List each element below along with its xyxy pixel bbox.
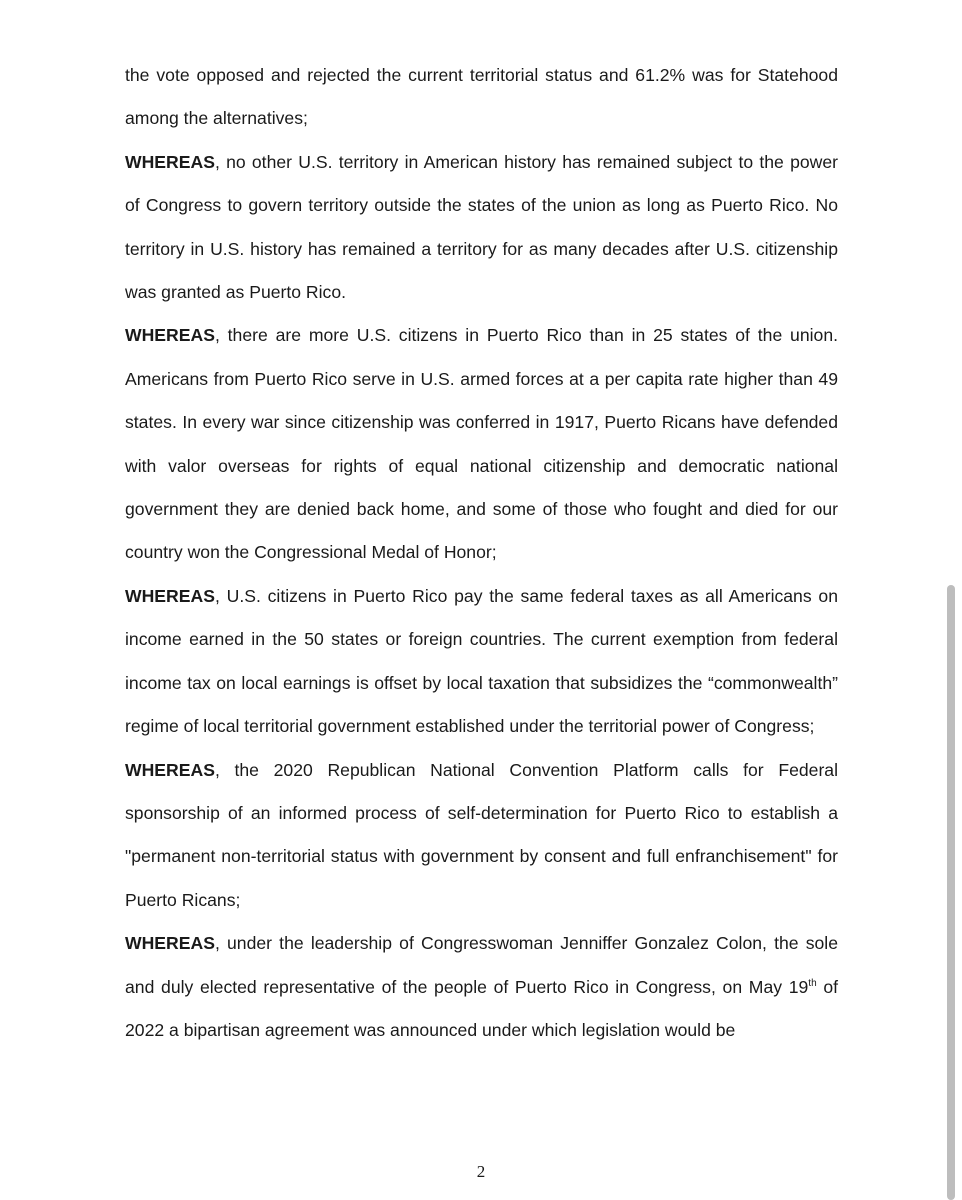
scrollbar-thumb[interactable] [947,585,955,1200]
whereas-clause [125,314,838,574]
paragraph-text: the vote opposed and rejected the current territorial status and 61.2% was for Statehood among the alternatives; [125,65,838,129]
clause-text-continued: of 2022 a bipartisan agreement was announced under which legislation would be [125,976,838,1040]
whereas-keyword: WHEREAS [125,151,215,172]
document-body [125,54,838,1052]
clause-text: , there are more U.S. citizens in Puerto Rico than in 25 states of the union. Americans from Puerto Rico serve in U.S. armed forces at a per capita rate higher than 49 states. In every war since citizenship was conferred in 1917, Puerto Ricans have defended with valor overseas for rights of equal national citizenship and democratic national government they are denied back home, and some of those who fought and died for our country won the Congressional Medal of Honor; [125,325,838,563]
paragraph-continuation [125,54,838,141]
whereas-keyword: WHEREAS [125,585,215,606]
clause-text: , the 2020 Republican National Convention Platform calls for Federal sponsorship of an informed process of self-determination for Puerto Rico to establish a "permanent non-territorial status with government by consent and full enfranchisement" for Puerto Ricans; [125,759,838,910]
whereas-clause [125,141,838,315]
page-number: 2 [476,1162,486,1181]
vertical-scrollbar[interactable] [945,585,957,1200]
whereas-clause [125,922,838,1052]
whereas-keyword: WHEREAS [125,759,215,780]
clause-text: , under the leadership of Congresswoman Jenniffer Gonzalez Colon, the sole and duly elected representative of the people of Puerto Rico in Congress, on May [125,933,838,997]
clause-text: , no other U.S. territory in American history has remained subject to the power of Congress to govern territory outside the states of the union as long as Puerto Rico. No territory in U.S. history has remained a territory for as many decades after U.S. citizenship was granted as Puerto Rico. [125,151,838,303]
whereas-clause [125,575,838,749]
whereas-keyword: WHEREAS [125,933,215,954]
clause-text: , U.S. citizens in Puerto Rico pay the same federal taxes as all Americans on income earned in the 50 states or foreign countries. The current exemption from federal income tax on local earnings is offset by local taxation that subsidizes the “commonwealth” regime of local territorial government established under the territorial power of Congress; [125,585,838,737]
whereas-clause [125,749,838,923]
date-ordinal-suffix: th [808,977,817,989]
date-day-number: 19 [788,976,809,997]
whereas-keyword: WHEREAS [125,325,215,346]
